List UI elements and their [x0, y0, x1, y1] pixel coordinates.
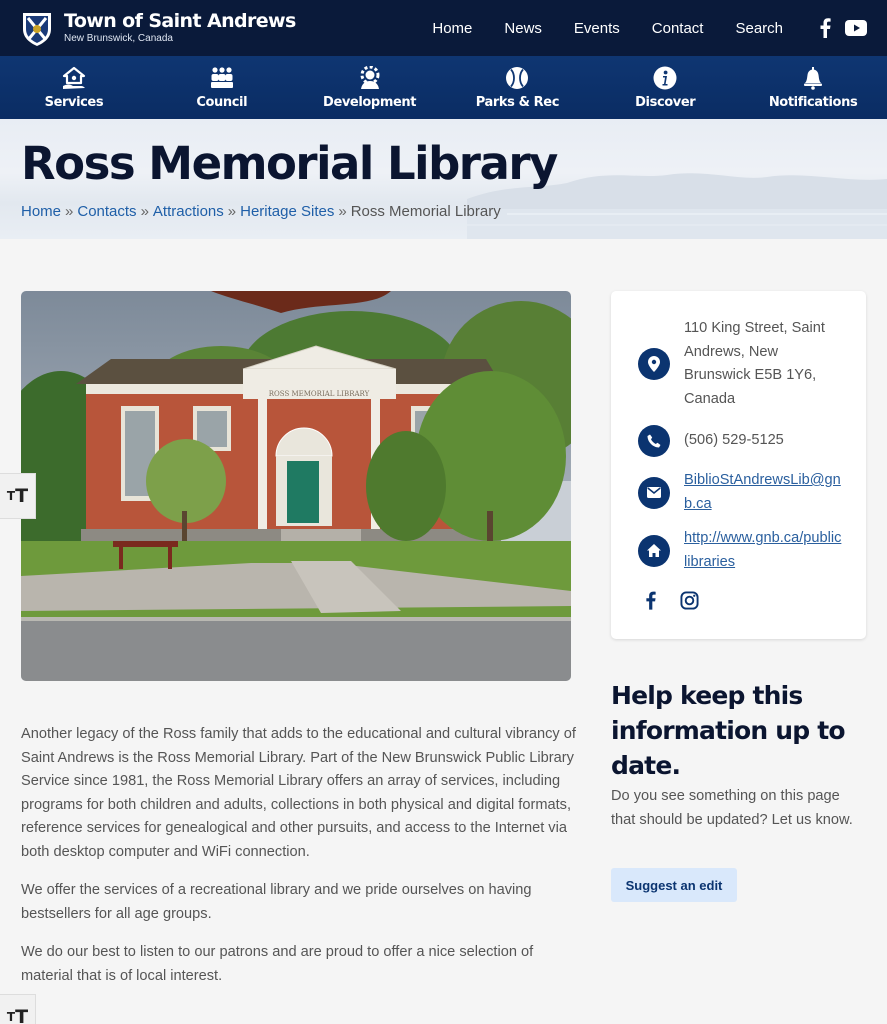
library-photo	[21, 291, 571, 681]
top-nav-search[interactable]: Search	[735, 19, 783, 37]
map-pin-icon	[638, 348, 670, 380]
top-nav-home[interactable]: Home	[432, 19, 473, 37]
youtube-icon[interactable]	[845, 20, 867, 36]
phone-icon	[638, 425, 670, 457]
nav-discover-label: Discover	[635, 94, 696, 110]
body-text	[21, 723, 581, 1003]
email-link[interactable]: BiblioStAndrewsLib@gnb.ca	[684, 472, 841, 512]
phone-text[interactable]: (506) 529-5125	[684, 432, 784, 449]
nav-services-label: Services	[44, 94, 104, 110]
nav-services[interactable]	[0, 56, 148, 119]
nav-discover[interactable]	[591, 56, 739, 119]
breadcrumb-separator: »	[338, 203, 347, 220]
bell-icon	[800, 66, 826, 90]
building-sign: ROSS MEMORIAL LIBRARY	[268, 390, 370, 398]
suggest-edit-button[interactable]: Suggest an edit	[611, 868, 737, 902]
people-icon	[209, 66, 235, 90]
house-hand-icon	[61, 66, 87, 90]
breadcrumb-separator: »	[227, 203, 237, 220]
breadcrumb-current: Ross Memorial Library	[350, 203, 501, 220]
breadcrumb-home[interactable]: Home	[21, 203, 62, 220]
breadcrumb-heritage-sites[interactable]: Heritage Sites	[240, 203, 335, 220]
top-social	[819, 18, 867, 38]
text-size-large-icon: T	[15, 1006, 29, 1024]
contact-card	[611, 291, 866, 639]
contact-website	[638, 527, 844, 574]
contact-social	[645, 591, 699, 610]
breadcrumb-attractions[interactable]: Attractions	[152, 203, 224, 220]
page-hero	[0, 119, 887, 239]
main-nav	[0, 56, 887, 119]
update-text: Do you see something on this page that should be updated? Let us know.	[611, 788, 853, 828]
contact-email	[638, 469, 844, 516]
nav-council-label: Council	[196, 94, 248, 110]
text-size-small-icon: T	[6, 1010, 16, 1024]
nav-development[interactable]	[296, 56, 444, 119]
facebook-icon[interactable]	[819, 18, 831, 38]
brand-logo[interactable]	[20, 9, 296, 47]
update-heading: Help keep this information up to date.	[611, 681, 845, 780]
info-icon	[652, 66, 678, 90]
text-size-small-icon: T	[6, 489, 16, 503]
top-nav	[432, 20, 783, 37]
contact-phone	[638, 425, 844, 457]
baseball-icon	[504, 66, 530, 90]
text-size-toggle[interactable]	[0, 473, 36, 519]
main-content	[0, 239, 887, 1024]
text-size-large-icon: T	[15, 485, 29, 507]
top-nav-events[interactable]: Events	[573, 19, 620, 37]
breadcrumb	[21, 203, 501, 220]
facebook-icon[interactable]	[645, 591, 656, 610]
nav-parks-rec-label: Parks & Rec	[475, 94, 560, 110]
breadcrumb-separator: »	[140, 203, 149, 220]
breadcrumb-separator: »	[65, 203, 74, 220]
address-text: 110 King Street, Saint Andrews, New Brunswick E5B 1Y6, Canada	[684, 320, 825, 407]
nav-development-label: Development	[323, 94, 417, 110]
brand-title: Town of Saint Andrews	[64, 10, 296, 32]
crest-icon	[20, 9, 54, 47]
home-icon	[638, 535, 670, 567]
breadcrumb-contacts[interactable]: Contacts	[77, 203, 137, 220]
paragraph: We offer the services of a recreational library and we pride ourselves on having bestsellers for all age groups.	[21, 882, 532, 922]
top-bar	[0, 0, 887, 56]
paragraph: Another legacy of the Ross family that adds to the educational and cultural vibrancy of Saint Andrews is the Ross Memorial Library. Part of the New Brunswick Public Library Service since 1981, the Ross Memorial Library offers an array of services, including programs for both children and adults, collections in both physical and digital formats, reference services for genealogical and other pursuits, and access to the Internet via both desktop computer and WiFi connection.	[21, 726, 576, 860]
text-size-toggle-bottom[interactable]	[0, 994, 36, 1024]
nav-notifications-label: Notifications	[768, 94, 858, 110]
paragraph: We do our best to listen to our patrons and are proud to offer a nice selection of material that is of local interest.	[21, 944, 534, 984]
gear-person-icon	[357, 66, 383, 90]
nav-notifications[interactable]	[739, 56, 887, 119]
contact-address	[638, 317, 844, 411]
page-title: Ross Memorial Library	[21, 137, 557, 190]
website-link[interactable]: http://www.gnb.ca/publiclibraries	[684, 530, 842, 570]
instagram-icon[interactable]	[680, 591, 699, 610]
envelope-icon	[638, 477, 670, 509]
brand-subtitle: New Brunswick, Canada	[64, 33, 173, 44]
nav-parks-rec[interactable]	[443, 56, 591, 119]
top-nav-news[interactable]: News	[504, 19, 542, 37]
nav-council[interactable]	[148, 56, 296, 119]
top-nav-contact[interactable]: Contact	[651, 19, 704, 37]
